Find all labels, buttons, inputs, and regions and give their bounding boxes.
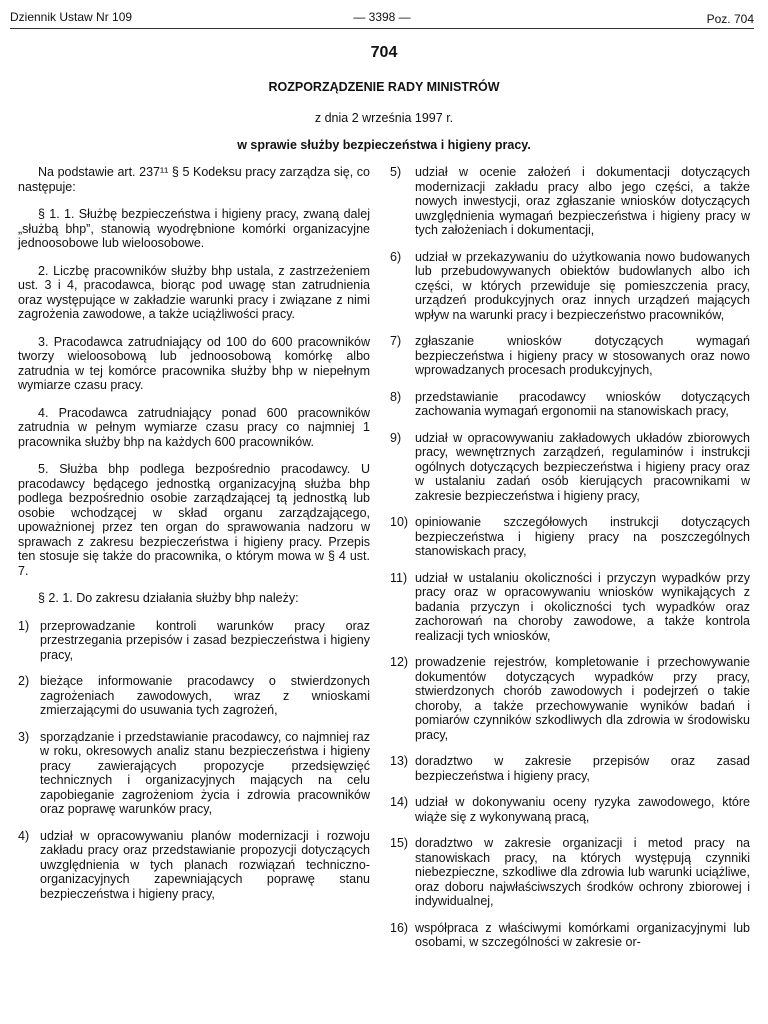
- paragraph-s1-3: 3. Pracodawca zatrudniający od 100 do 600 pracowników tworzy wieloosobową lub jednoosobową komórkę albo zatrudnia w tej komórce pracownika służby bhp w niepełnym wymiarze czasu pracy.: [18, 334, 370, 392]
- list-item-number: 9): [390, 430, 402, 445]
- paragraph-preamble: Na podstawie art. 237¹¹ § 5 Kodeksu pracy zarządza się, co następuje:: [18, 165, 370, 194]
- list-item-number: 14): [390, 795, 409, 809]
- list-item-text: przeprowadzanie kontroli warunków pracy oraz przestrzegania przepisów i zasad bezpieczeństwa i higieny pracy,: [40, 618, 370, 662]
- position-number: Poz. 704: [706, 12, 754, 26]
- list-item: [390, 571, 750, 644]
- list-item: [18, 730, 370, 817]
- list-item-text: udział w dokonywaniu oceny ryzyka zawodowego, które wiąże się z wykonywaną pracą,: [415, 795, 750, 824]
- paragraph-s2-1: § 2. 1. Do zakresu działania służby bhp należy:: [38, 591, 299, 605]
- list-item-number: 16): [390, 920, 409, 935]
- document-type: ROZPORZĄDZENIE RADY MINISTRÓW: [268, 80, 500, 94]
- list-item-number: 8): [390, 389, 402, 404]
- document-number: 704: [370, 44, 398, 61]
- list-item: [390, 250, 750, 323]
- list-item-text: udział w ustalaniu okoliczności i przyczyn wypadków przy pracy oraz w opracowywaniu wniosków wynikających z badania przyczyn i okoliczności tych wypadków oraz zachorowań na choroby zawodowe, a także kontrola realizacji tych wniosków,: [415, 570, 750, 643]
- list-item-text: współpraca z właściwymi komórkami organizacyjnymi lub osobami, w szczególności w zakresie or-: [415, 920, 750, 949]
- document-date: z dnia 2 września 1997 r.: [314, 111, 454, 125]
- list-item: [18, 674, 370, 718]
- list-item: [390, 334, 750, 378]
- list-item-number: 13): [390, 754, 409, 768]
- list-item: [390, 431, 750, 504]
- list-item: [18, 829, 370, 902]
- paragraph-s1-4: 4. Pracodawca zatrudniający ponad 600 pracowników zatrudnia w pełnym wymiarze czasu pracy co najmniej 1 pracownika służby bhp na każdych 600 pracowników.: [18, 405, 370, 449]
- list-item-number: 2): [18, 674, 30, 688]
- list-item-number: 6): [390, 249, 402, 264]
- list-item-text: udział w ocenie założeń i dokumentacji dotyczących modernizacji zakładu pracy albo jego części, a także nowych inwestycji, oraz zgłaszanie wniosków dotyczących uwzględnienia wymagań bezpieczeństwa i higieny pracy w tych założeniach i dokumentacji,: [415, 165, 750, 237]
- list-item-text: przedstawianie pracodawcy wniosków dotyczących zachowania wymagań ergonomii na stanowiskach pracy,: [415, 389, 750, 418]
- list-item-text: udział w opracowywaniu zakładowych układów zbiorowych pracy, wewnętrznych zarządzeń, regulaminów i instrukcji ogólnych dotyczących bezpieczeństwa i higieny pracy oraz w ustalaniu zadań osób kierujących pracownikami w zakresie bezpieczeństwa i higieny pracy,: [415, 430, 750, 503]
- paragraph-s1-2: 2. Liczbę pracowników służby bhp ustala, z zastrzeżeniem ust. 3 i 4, pracodawca, biorąc pod uwagę stan zatrudnienia oraz występujące w zakładzie warunki pracy i związane z nimi zagrożenia zawodowe, a także uciążliwości pracy.: [18, 263, 370, 321]
- list-item: [390, 165, 750, 238]
- list-item: [390, 515, 750, 559]
- list-item-text: bieżące informowanie pracodawcy o stwierdzonych zagrożeniach zawodowych, wraz z wnioskami zmierzającymi do usuwania tych zagrożeń,: [40, 674, 370, 717]
- list-item-number: 11): [390, 570, 408, 585]
- left-column: [18, 165, 370, 913]
- list-item-text: opiniowanie szczegółowych instrukcji dotyczących bezpieczeństwa i higieny pracy na poszczególnych stanowiskach pracy,: [415, 515, 750, 558]
- list-item-text: doradztwo w zakresie organizacji i metod pracy na stanowiskach pracy, na których występują czynniki niebezpieczne, szkodliwe dla zdrowia lub warunki uciążliwe, oraz doboru najwłaściwszych środków ochrony zbiorowej i indywidualnej,: [415, 836, 750, 908]
- list-item-text: udział w opracowywaniu planów modernizacji i rozwoju zakładu pracy oraz przedstawianie propozycji dotyczących uwzględnienia w tych planach rozwiązań techniczno-organizacyjnych zapewniających poprawę stanu bezpieczeństwa i higieny pracy,: [40, 828, 370, 901]
- list-item: [390, 836, 750, 909]
- list-item-number: 3): [18, 729, 30, 744]
- list-item-text: zgłaszanie wniosków dotyczących wymagań bezpieczeństwa i higieny pracy w stosowanych oraz nowo wprowadzanych procesach produkcyjnych,: [415, 334, 750, 377]
- page-header: [10, 6, 754, 29]
- paragraph-s1-5: 5. Służba bhp podlega bezpośrednio pracodawcy. U pracodawcy będącego jednostką organizacyjną służba bhp podlega bezpośrednio osobie zarządzającej tą jednostką lub osobie wchodzącej w skład organu zarządzającego, upoważnionej przez ten organ do sprawowania nadzoru w sprawach z zakresu bezpieczeństwa i higieny pracy. Przepis ten stosuje się także do pracownika, o którym mowa w § 4 ust. 7.: [18, 462, 370, 578]
- list-item-number: 4): [18, 828, 30, 843]
- page-number: — 3398 —: [353, 10, 411, 24]
- list-item-text: udział w przekazywaniu do użytkowania nowo budowanych lub przebudowywanych obiektów budowlanych albo ich części, w których przewiduje się pomieszczenia pracy, urządzeń produkcyjnych oraz innych urządzeń mających wpływ na warunki pracy i bezpieczeństwo pracowników,: [415, 249, 750, 322]
- list-item-text: sporządzanie i przedstawianie pracodawcy, co najmniej raz w roku, okresowych analiz stanu bezpieczeństwa i higieny pracy zawierających propozycje przedsięwzięć technicznych i organizacyjnych mających na celu zapobieganie zagrożeniom życia i zdrowia pracowników oraz poprawę warunków pracy,: [40, 729, 370, 816]
- list-item-text: doradztwo w zakresie przepisów oraz zasad bezpieczeństwa i higieny pracy,: [415, 754, 750, 783]
- list-item: [390, 754, 750, 783]
- list-item: [390, 655, 750, 742]
- list-item-number: 12): [390, 655, 409, 669]
- list-item-text: prowadzenie rejestrów, kompletowanie i przechowywanie dokumentów dotyczących wypadków przy pracy, stwierdzonych chorób zawodowych i podejrzeń o takie choroby, a także przechowywanie wyników badań i pomiarów czynników szkodliwych dla zdrowia w środowisku pracy,: [415, 655, 750, 742]
- document-subject: w sprawie służby bezpieczeństwa i higieny pracy.: [237, 138, 531, 152]
- list-item: [390, 795, 750, 824]
- list-item: [390, 921, 750, 950]
- list-item-number: 5): [390, 165, 402, 179]
- right-column: [390, 165, 750, 962]
- list-item-number: 7): [390, 334, 402, 348]
- journal-name: Dziennik Ustaw Nr 109: [10, 10, 133, 24]
- list-item-number: 15): [390, 836, 409, 850]
- list-item-number: 1): [18, 618, 30, 633]
- list-item-number: 10): [390, 515, 409, 529]
- list-item: [18, 619, 370, 663]
- paragraph-s1-1: § 1. 1. Służbę bezpieczeństwa i higieny pracy, zwaną dalej „służbą bhp”, stanowią wyodrębnione komórki organizacyjne jednoosobowe lub wieloosobowe.: [18, 207, 370, 250]
- list-item: [390, 390, 750, 419]
